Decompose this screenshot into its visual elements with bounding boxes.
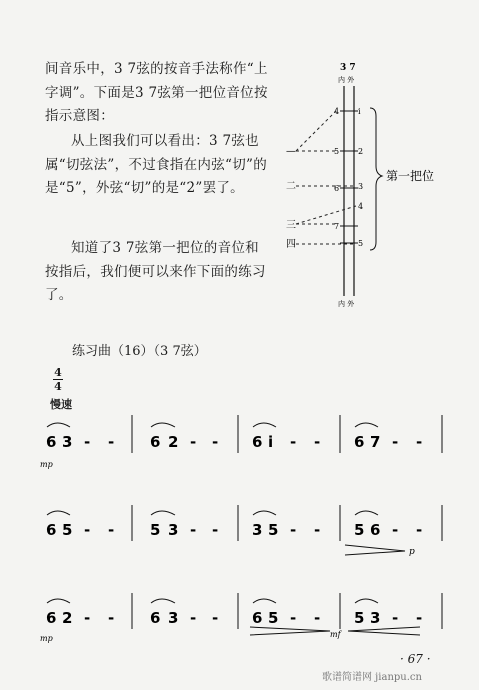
note: 5 xyxy=(354,521,365,539)
outer-note: 3 xyxy=(358,182,364,191)
paragraph-1: 间音乐中，3 7弦的按音手法称作“上字调”。下面是3 7弦第一把位音位按指示意图： xyxy=(45,61,268,124)
note: 7 xyxy=(370,433,381,451)
note: 3 xyxy=(252,521,263,539)
watermark: 歌谱简谱网 jianpu.cn xyxy=(322,672,422,683)
dash: - xyxy=(392,433,399,451)
note: 2 xyxy=(62,609,73,627)
dash: - xyxy=(416,521,423,539)
dash: - xyxy=(84,521,91,539)
finger-mark: — xyxy=(286,146,296,157)
dash: - xyxy=(190,433,197,451)
dash: - xyxy=(314,433,321,451)
dash: - xyxy=(84,433,91,451)
outer-note: 5 xyxy=(358,239,364,248)
dash: - xyxy=(290,609,297,627)
dash: - xyxy=(212,433,219,451)
score xyxy=(0,395,479,655)
paragraph-2: 从上图我们可以看出：3 7弦也属“切弦法”，不过食指在内弦“切”的是“5”，外弦“切”的是“2̇”罢了。 xyxy=(45,133,268,196)
diagram-bottom-labels: 内 外 xyxy=(338,300,355,308)
fingering-diagram xyxy=(270,58,475,308)
note: 6 xyxy=(252,609,263,627)
note: 3 xyxy=(370,609,381,627)
dash: - xyxy=(392,609,399,627)
note: 5 xyxy=(62,521,73,539)
outer-note: i xyxy=(358,107,361,116)
outer-note: 4 xyxy=(358,202,364,211)
page-number: · 67 · xyxy=(400,652,431,666)
dynamic-mark: mp xyxy=(40,634,53,643)
inner-note: 6 xyxy=(334,184,340,193)
dash: - xyxy=(190,521,197,539)
dash: - xyxy=(84,609,91,627)
note: 5 xyxy=(354,609,365,627)
dash: - xyxy=(392,521,399,539)
crescendo-hairpin xyxy=(250,627,330,635)
position-bracket xyxy=(370,108,382,250)
note: 2 xyxy=(168,433,179,451)
dash: - xyxy=(416,609,423,627)
decrescendo-hairpin xyxy=(348,627,420,635)
dash: - xyxy=(314,609,321,627)
note: 5 xyxy=(268,609,279,627)
dash: - xyxy=(416,433,423,451)
finger-mark: 四 xyxy=(286,239,296,250)
dash: - xyxy=(190,609,197,627)
note: 5 xyxy=(150,521,161,539)
outer-note: 2 xyxy=(358,147,364,156)
note: 6 xyxy=(150,433,161,451)
dynamic-mark: mp xyxy=(40,460,53,469)
score-row-1 xyxy=(40,415,442,469)
note: 6 xyxy=(370,521,381,539)
score-row-2 xyxy=(46,505,442,557)
dash: - xyxy=(290,521,297,539)
dynamic-mark: p xyxy=(409,547,415,557)
intro-text-block xyxy=(45,58,270,129)
conclusion-text-block xyxy=(45,237,270,308)
dash: - xyxy=(314,521,321,539)
score-row-3 xyxy=(40,593,442,643)
dash: - xyxy=(108,609,115,627)
bracket-label: 第一把位 xyxy=(386,169,435,183)
note: 3 xyxy=(168,521,179,539)
note: 6 xyxy=(46,609,57,627)
decrescendo-hairpin xyxy=(345,545,405,555)
note: 6 xyxy=(150,609,161,627)
note: 6 xyxy=(46,521,57,539)
dash: - xyxy=(212,521,219,539)
dash: - xyxy=(290,433,297,451)
paragraph-3: 知道了3 7弦第一把位的音位和按指后，我们便可以来作下面的练习了。 xyxy=(45,240,266,303)
note: 3 xyxy=(168,609,179,627)
inner-note: 4 xyxy=(334,107,340,116)
dash: - xyxy=(212,609,219,627)
dash: - xyxy=(108,433,115,451)
time-signature xyxy=(53,367,63,392)
dynamic-mark: mf xyxy=(330,630,341,639)
tempo-marking: 慢速 xyxy=(50,398,72,411)
note: 5 xyxy=(268,521,279,539)
diagram-string-labels: 内 外 xyxy=(338,76,355,84)
diagram-top-label: 3 7 xyxy=(340,63,356,73)
finger-mark: 二 xyxy=(286,181,296,192)
note: 6 xyxy=(252,433,263,451)
time-sig-top: 4 xyxy=(54,366,62,379)
time-sig-bottom: 4 xyxy=(54,380,62,393)
inner-note: 7 xyxy=(334,222,340,231)
note: 3 xyxy=(62,433,73,451)
note: i xyxy=(268,433,274,451)
inner-note: 5 xyxy=(334,147,340,156)
exercise-title: 练习曲（16）（3 7弦） xyxy=(72,344,207,359)
explanation-text-block xyxy=(45,130,270,201)
dash: - xyxy=(108,521,115,539)
finger-mark: 三 xyxy=(286,220,296,231)
note: 6 xyxy=(46,433,57,451)
note: 6 xyxy=(354,433,365,451)
